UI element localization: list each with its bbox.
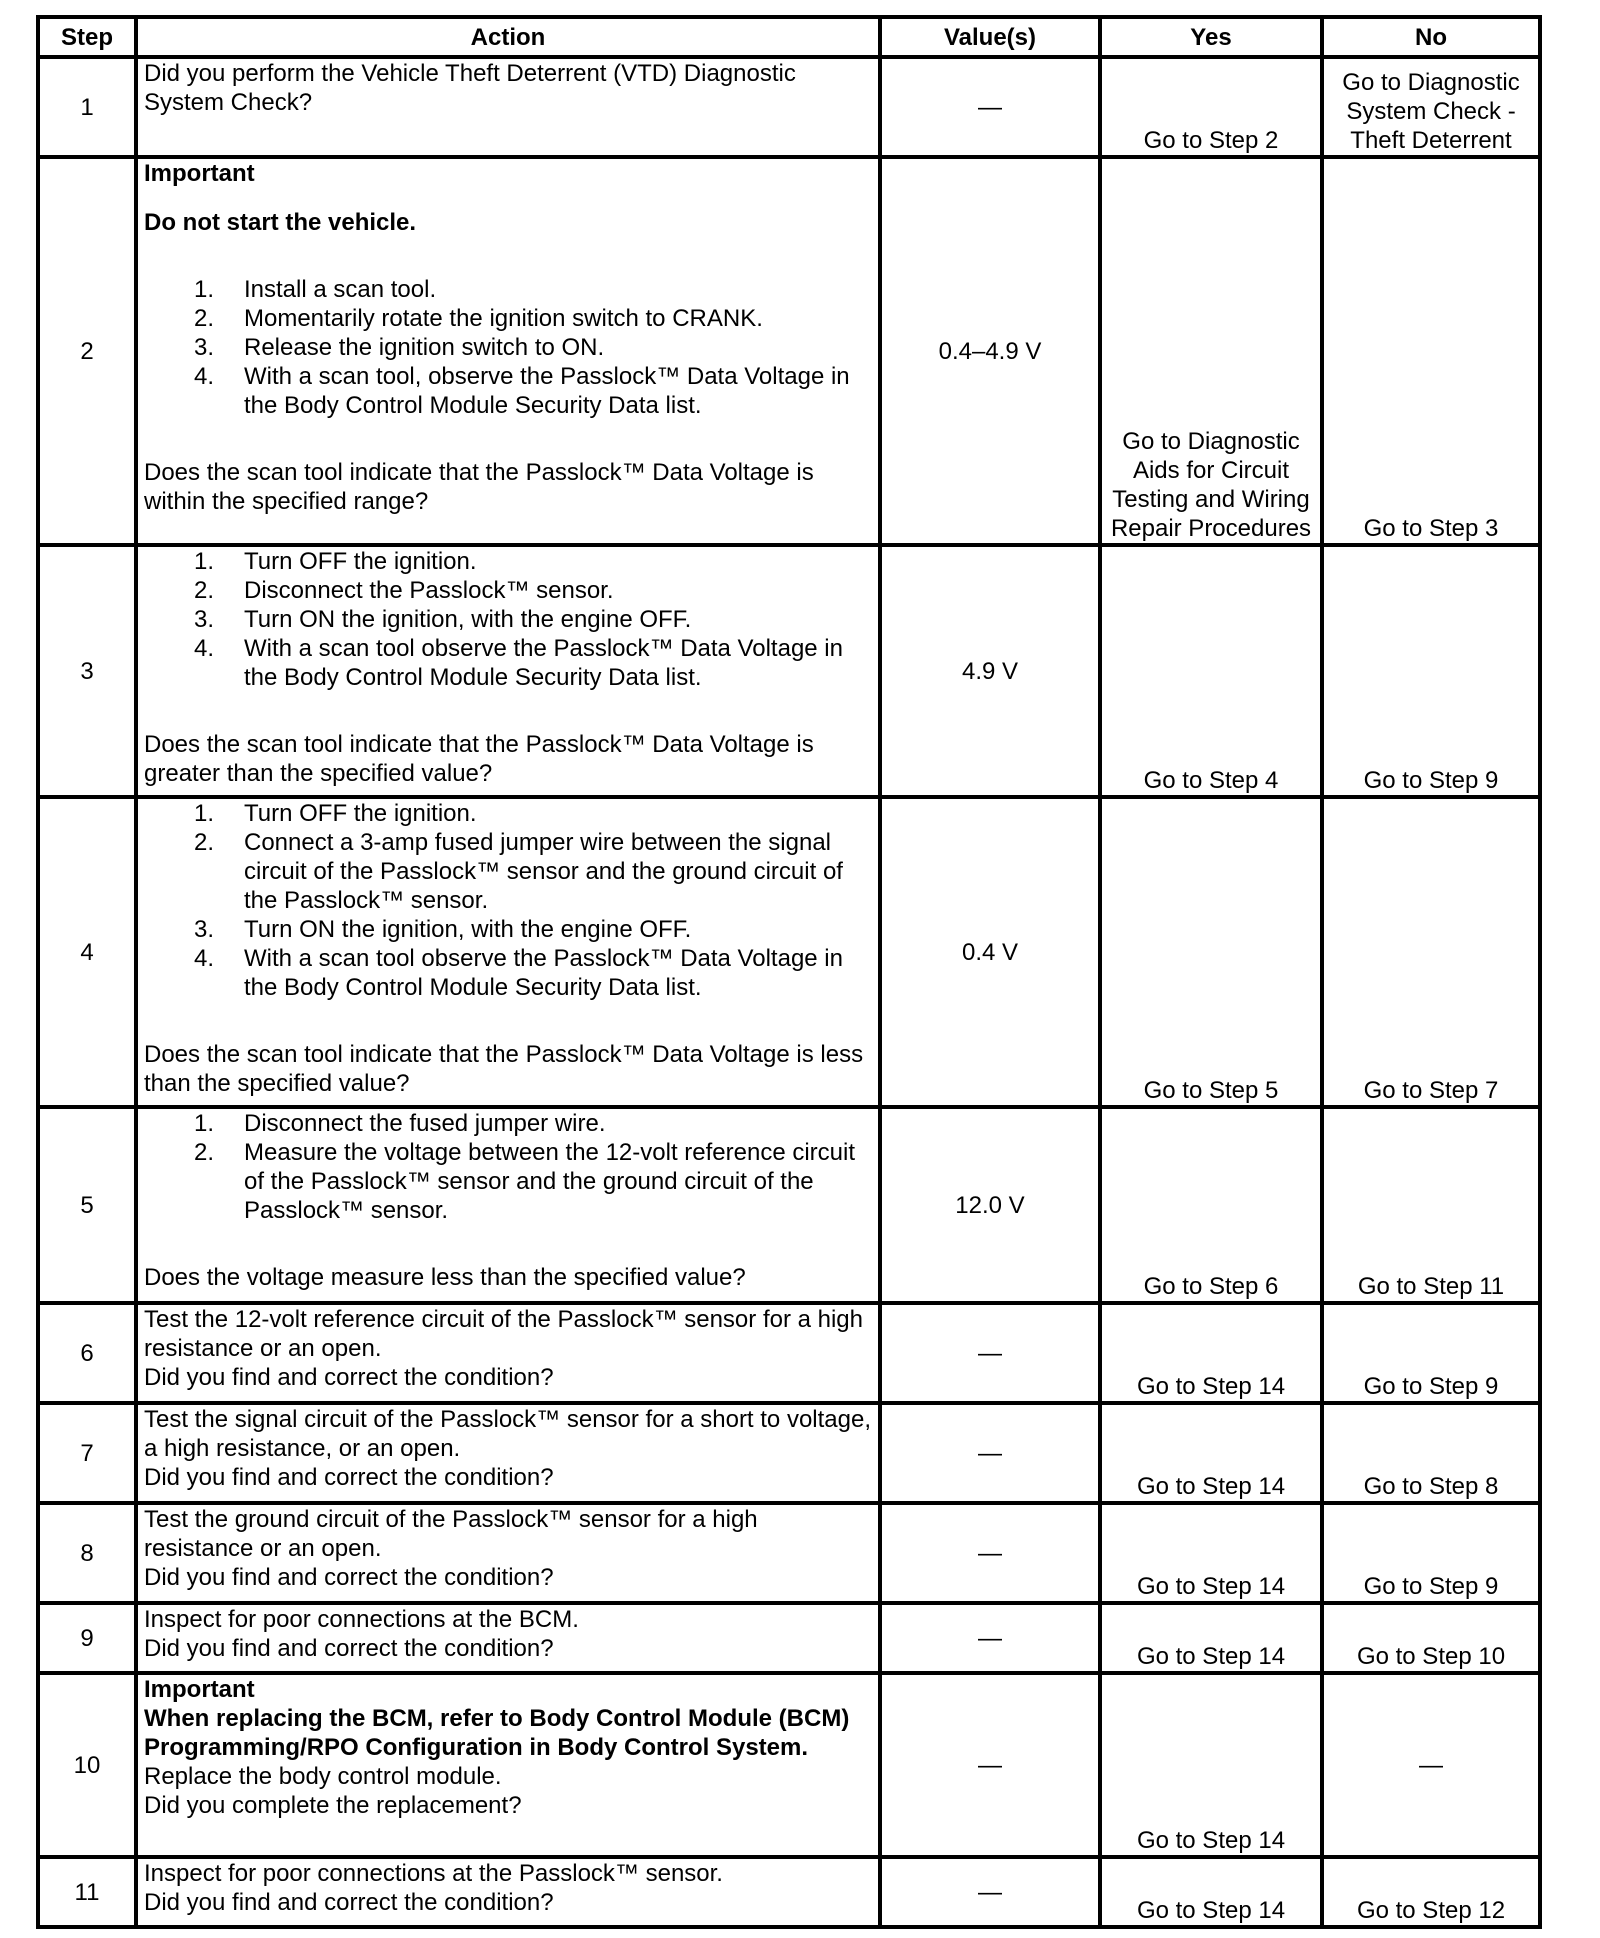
important-note: Do not start the vehicle. — [144, 209, 417, 236]
list-item: 1. Turn OFF the ignition. — [194, 800, 477, 827]
procedure-list — [144, 547, 872, 692]
no-cell: Go to Step 9 — [1322, 1303, 1540, 1403]
action-text: Test the signal circuit of the Passlock™ sensor for a short to voltage, a high resistance, or an open. — [144, 1406, 872, 1462]
table-row — [38, 1303, 1540, 1403]
action-question: Does the scan tool indicate that the Passlock™ Data Voltage is greater than the specified value? — [144, 731, 814, 787]
procedure-list — [144, 1109, 872, 1225]
table-row — [38, 545, 1540, 797]
yes-cell: Go to Step 4 — [1100, 545, 1322, 797]
procedure-list — [144, 275, 872, 420]
action-question: Did you find and correct the condition? — [144, 1564, 554, 1591]
action-text: Inspect for poor connections at the BCM. — [144, 1606, 579, 1633]
value-cell: — — [880, 1503, 1100, 1603]
action-cell — [136, 1503, 880, 1603]
action-cell — [136, 57, 880, 157]
table-row — [38, 1857, 1540, 1927]
no-cell: Go to Step 11 — [1322, 1107, 1540, 1303]
table-row — [38, 1107, 1540, 1303]
list-item: 1. Disconnect the fused jumper wire. — [194, 1110, 606, 1137]
table-row — [38, 1673, 1540, 1857]
no-cell: Go to Step 9 — [1322, 1503, 1540, 1603]
yes-cell: Go to Step 6 — [1100, 1107, 1322, 1303]
no-cell: Go to Step 10 — [1322, 1603, 1540, 1673]
no-cell: Go to Step 9 — [1322, 545, 1540, 797]
value-cell: — — [880, 1673, 1100, 1857]
list-item: 2. Measure the voltage between the 12-volt reference circuit of the Passlock™ sensor and the ground circuit of the Passlock™ sensor. — [194, 1139, 856, 1224]
table-row — [38, 1503, 1540, 1603]
header-action: Action — [136, 17, 880, 57]
list-item: 2. Disconnect the Passlock™ sensor. — [194, 577, 614, 604]
no-cell: Go to Diagnostic System Check - Theft Deterrent — [1322, 57, 1540, 157]
step-number: 4 — [38, 797, 136, 1107]
header-step: Step — [38, 17, 136, 57]
important-heading: Important — [144, 1676, 255, 1703]
list-item: 4. With a scan tool observe the Passlock™ Data Voltage in the Body Control Module Security Data list. — [194, 635, 843, 691]
value-cell: — — [880, 1603, 1100, 1673]
no-cell: — — [1322, 1673, 1540, 1857]
no-cell: Go to Step 3 — [1322, 157, 1540, 545]
value-cell: — — [880, 1857, 1100, 1927]
action-cell — [136, 157, 880, 545]
action-cell — [136, 1603, 880, 1673]
action-question: Does the scan tool indicate that the Passlock™ Data Voltage is within the specified range? — [144, 459, 814, 515]
yes-cell: Go to Step 14 — [1100, 1303, 1322, 1403]
yes-cell: Go to Step 14 — [1100, 1673, 1322, 1857]
list-item: 2. Momentarily rotate the ignition switch to CRANK. — [194, 305, 763, 332]
no-cell: Go to Step 7 — [1322, 797, 1540, 1107]
yes-cell: Go to Step 14 — [1100, 1403, 1322, 1503]
table-row — [38, 157, 1540, 545]
step-number: 1 — [38, 57, 136, 157]
action-cell — [136, 1857, 880, 1927]
step-number: 9 — [38, 1603, 136, 1673]
header-values: Value(s) — [880, 17, 1100, 57]
action-cell — [136, 797, 880, 1107]
table-row — [38, 797, 1540, 1107]
value-cell: — — [880, 57, 1100, 157]
list-item: 2. Connect a 3-amp fused jumper wire between the signal circuit of the Passlock™ sensor and the ground circuit of the Passlock™ sensor. — [194, 829, 843, 914]
action-question: Did you find and correct the condition? — [144, 1464, 554, 1491]
action-question: Did you find and correct the condition? — [144, 1889, 554, 1916]
action-text: Inspect for poor connections at the Passlock™ sensor. — [144, 1860, 723, 1887]
step-number: 3 — [38, 545, 136, 797]
value-cell: — — [880, 1303, 1100, 1403]
list-item: 1. Turn OFF the ignition. — [194, 548, 477, 575]
list-item: 4. With a scan tool observe the Passlock™ Data Voltage in the Body Control Module Security Data list. — [194, 945, 843, 1001]
list-item: 3. Turn ON the ignition, with the engine OFF. — [194, 916, 692, 943]
value-cell: 12.0 V — [880, 1107, 1100, 1303]
action-question: Did you perform the Vehicle Theft Deterrent (VTD) Diagnostic System Check? — [144, 60, 796, 116]
step-number: 10 — [38, 1673, 136, 1857]
action-text: Test the 12-volt reference circuit of the Passlock™ sensor for a high resistance or an open. — [144, 1306, 864, 1362]
step-number: 8 — [38, 1503, 136, 1603]
action-cell — [136, 1403, 880, 1503]
yes-cell: Go to Step 2 — [1100, 57, 1322, 157]
step-number: 6 — [38, 1303, 136, 1403]
list-item: 1. Install a scan tool. — [194, 276, 437, 303]
diagnostic-table — [36, 15, 1542, 1929]
value-cell: — — [880, 1403, 1100, 1503]
action-text: Replace the body control module. — [144, 1763, 502, 1790]
step-number: 2 — [38, 157, 136, 545]
action-question: Does the scan tool indicate that the Passlock™ Data Voltage is less than the specified value? — [144, 1041, 864, 1097]
yes-cell: Go to Diagnostic Aids for Circuit Testing and Wiring Repair Procedures — [1100, 157, 1322, 545]
header-yes: Yes — [1100, 17, 1322, 57]
action-question: Did you find and correct the condition? — [144, 1364, 554, 1391]
list-item: 4. With a scan tool, observe the Passlock™ Data Voltage in the Body Control Module Security Data list. — [194, 363, 850, 419]
yes-cell: Go to Step 14 — [1100, 1503, 1322, 1603]
important-note: When replacing the BCM, refer to Body Control Module (BCM) Programming/RPO Configuration in Body Control System. — [144, 1705, 850, 1761]
action-cell — [136, 1107, 880, 1303]
list-item: 3. Turn ON the ignition, with the engine OFF. — [194, 606, 692, 633]
step-number: 11 — [38, 1857, 136, 1927]
header-no: No — [1322, 17, 1540, 57]
action-question: Did you complete the replacement? — [144, 1792, 522, 1819]
yes-cell: Go to Step 5 — [1100, 797, 1322, 1107]
no-cell: Go to Step 12 — [1322, 1857, 1540, 1927]
yes-cell: Go to Step 14 — [1100, 1857, 1322, 1927]
action-cell — [136, 1673, 880, 1857]
value-cell: 4.9 V — [880, 545, 1100, 797]
action-question: Does the voltage measure less than the specified value? — [144, 1264, 746, 1291]
table-row — [38, 1603, 1540, 1673]
procedure-list — [144, 799, 872, 1002]
table-row — [38, 1403, 1540, 1503]
step-number: 7 — [38, 1403, 136, 1503]
action-cell — [136, 545, 880, 797]
important-heading: Important — [144, 160, 255, 187]
header-row — [38, 17, 1540, 57]
list-item: 3. Release the ignition switch to ON. — [194, 334, 605, 361]
action-text: Test the ground circuit of the Passlock™ sensor for a high resistance or an open. — [144, 1506, 758, 1562]
no-cell: Go to Step 8 — [1322, 1403, 1540, 1503]
yes-cell: Go to Step 14 — [1100, 1603, 1322, 1673]
step-number: 5 — [38, 1107, 136, 1303]
action-cell — [136, 1303, 880, 1403]
action-question: Did you find and correct the condition? — [144, 1635, 554, 1662]
table-row — [38, 57, 1540, 157]
value-cell: 0.4 V — [880, 797, 1100, 1107]
value-cell: 0.4–4.9 V — [880, 157, 1100, 545]
